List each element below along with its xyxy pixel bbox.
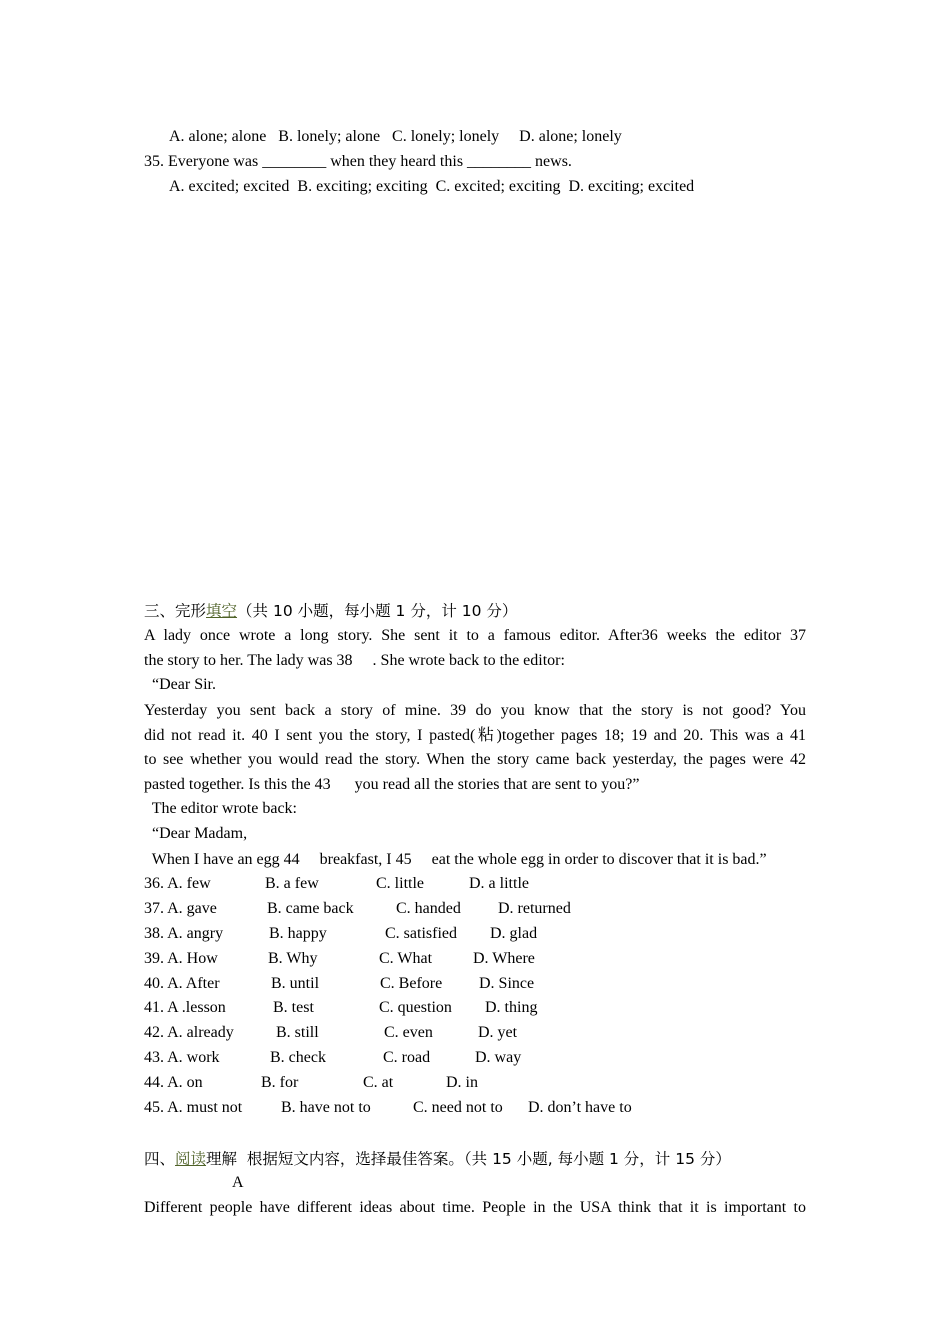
section3-heading-link[interactable]: 填空 [206,602,238,620]
option-d: D. yet [478,1024,518,1041]
option-c: C. road [383,1049,431,1066]
option-a: 37. A. gave [144,900,217,917]
option-d: D. don’t have to [528,1099,632,1116]
section4-heading-suffix: 理解 根据短文内容，选择最佳答案。（共 15 小题, 每小题 1 分，计 15 分） [206,1150,731,1168]
option-a: 45. A. must not [144,1099,243,1116]
option-b: B. came back [267,900,354,917]
option-c: C. Before [380,975,443,992]
option-b: B. still [276,1024,319,1041]
passage-line: A lady once wrote a long story. She sent it to a famous editor. After36 weeks the editor 37 [144,627,806,644]
option-c: C. satisfied [385,925,457,942]
section3-heading [144,601,517,621]
option-a: 38. A. angry [144,925,224,942]
option-b: B. Why [268,950,318,967]
option-a: 42. A. already [144,1024,234,1041]
section4-heading-prefix: 四、 [144,1150,176,1168]
section4-heading [144,1149,731,1169]
q35-options: A. excited; excited B. exciting; exciting C. excited; exciting D. exciting; excited [169,178,695,195]
passage-line: to see whether you would read the story. When the story came back yesterday, the pages were 42 [144,751,806,768]
option-d: D. Since [479,975,535,992]
option-d: D. Where [473,950,535,967]
section3-heading-prefix: 三、完形 [144,602,207,620]
option-b: B. test [273,999,314,1016]
option-c: C. even [384,1024,433,1041]
option-c: C. question [379,999,452,1016]
option-d: D. returned [498,900,571,917]
passage-line: Different people have different ideas about time. People in the USA think that it is important to [144,1199,806,1216]
q35-stem: 35. Everyone was ________ when they heard this ________ news. [144,153,572,170]
option-d: D. in [446,1074,478,1091]
option-b: B. until [271,975,320,992]
passage-line: the story to her. The lady was 38 . She wrote back to the editor: [144,652,565,669]
passage-line: did not read it. 40 I sent you the story, I pasted(粘)together pages 18; 19 and 20. This was a 41 [144,727,806,744]
passage-line: pasted together. Is this the 43 you read all the stories that are sent to you?” [144,776,640,793]
passage-label: A [232,1174,244,1191]
passage-line: “Dear Madam, [144,825,248,842]
option-d: D. glad [490,925,538,942]
option-a: 39. A. How [144,950,218,967]
option-b: B. happy [269,925,327,942]
option-b: B. have not to [281,1099,371,1116]
option-d: D. way [475,1049,522,1066]
option-c: C. What [379,950,433,967]
passage-line: When I have an egg 44 breakfast, I 45 eat the whole egg in order to discover that it is bad.” [144,851,767,868]
option-c: C. handed [396,900,461,917]
section3-heading-suffix: （共 10 小题，每小题 1 分，计 10 分） [237,602,518,620]
q34-options: A. alone; alone B. lonely; alone C. lonely; lonely D. alone; lonely [169,128,622,145]
passage-line: The editor wrote back: [144,800,297,817]
option-a: 43. A. work [144,1049,220,1066]
option-a: 40. A. After [144,975,220,992]
option-c: C. at [363,1074,394,1091]
option-a: 41. A .lesson [144,999,226,1016]
option-d: D. a little [469,875,529,892]
option-a: 36. A. few [144,875,211,892]
passage-line: “Dear Sir. [144,676,216,693]
option-a: 44. A. on [144,1074,203,1091]
option-b: B. a few [265,875,319,892]
option-b: B. for [261,1074,299,1091]
section4-heading-link[interactable]: 阅读 [175,1150,207,1168]
option-d: D. thing [485,999,538,1016]
option-c: C. little [376,875,424,892]
passage-line: Yesterday you sent back a story of mine. 39 do you know that the story is not good? You [144,702,806,719]
option-c: C. need not to [413,1099,503,1116]
option-b: B. check [270,1049,326,1066]
